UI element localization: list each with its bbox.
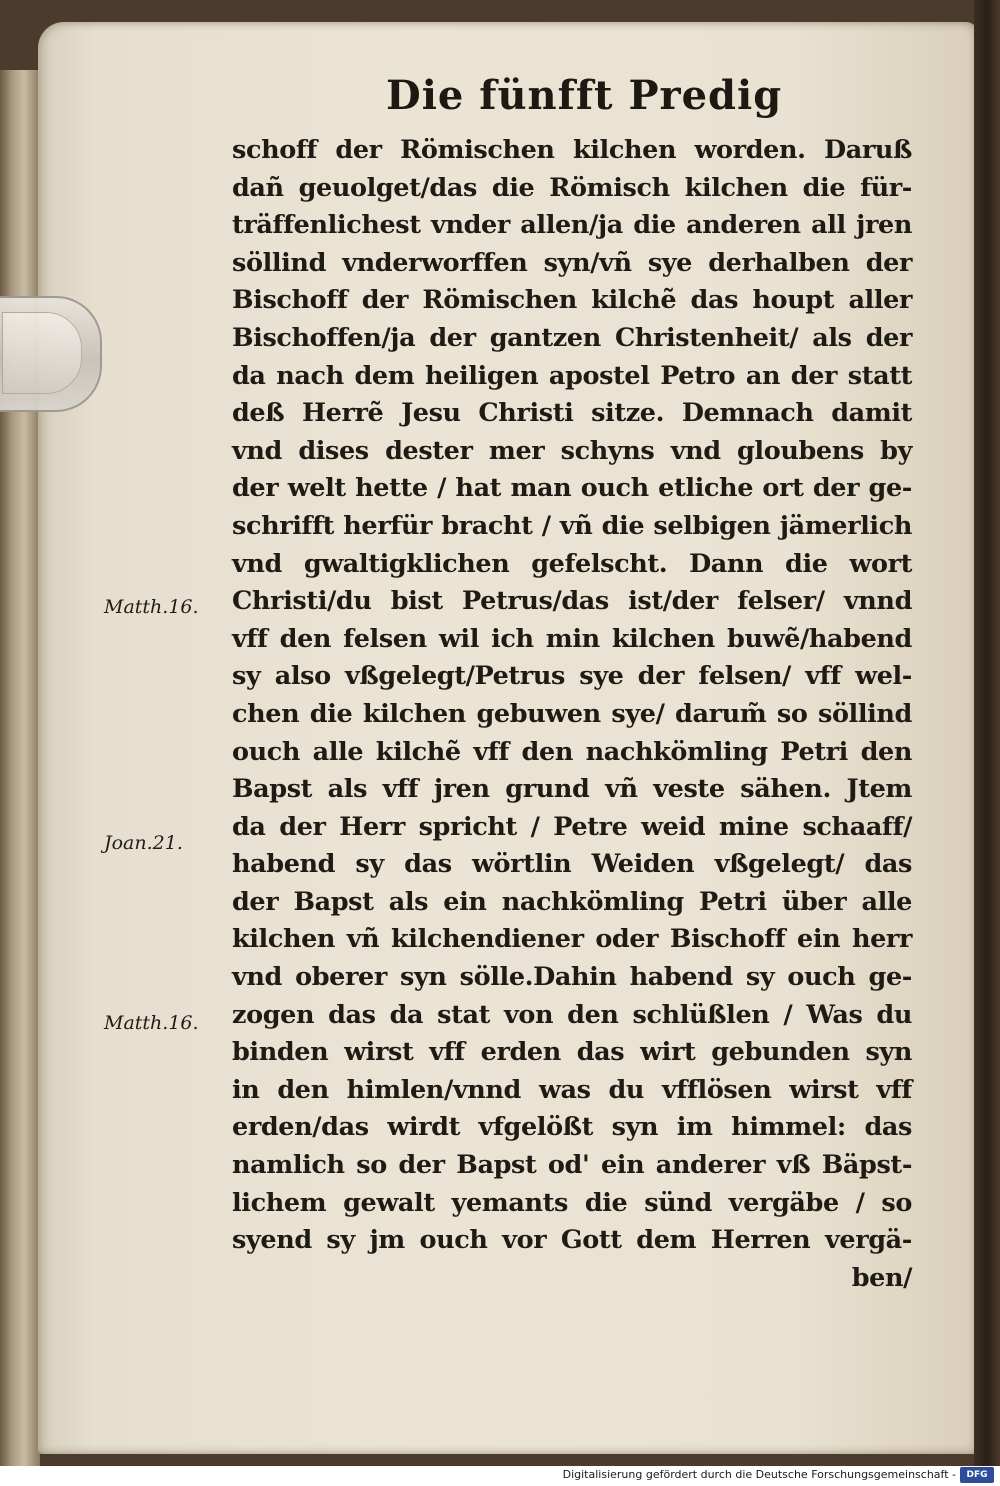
- text-line: syend sy jm ouch vor Gott dem Herren vergä-: [232, 1225, 912, 1256]
- footer-bar: [0, 1466, 1000, 1486]
- text-line: zogen das da stat von den schlüßlen / Was du: [232, 999, 912, 1030]
- book-spine: [974, 0, 1000, 1466]
- text-line: chen die kilchen gebuwen sye/ darum̃ so söllind: [232, 698, 912, 729]
- text-line: schoff der Römischen kilchen worden. Daruß: [232, 135, 912, 165]
- funding-credit: Digitalisierung gefördert durch die Deutsche Forschungsgemeinschaft -: [562, 1468, 956, 1481]
- text-line: vnd dises dester mer schyns vnd gloubens by: [232, 435, 912, 466]
- text-line: lichem gewalt yemants die sünd vergäbe / so: [232, 1187, 912, 1218]
- text-line: vnd gwaltigklichen gefelscht. Dann die wort: [232, 548, 912, 579]
- page-clip-inner: [2, 312, 82, 394]
- text-line: in den himlen/vnnd was du vfflösen wirst vff: [232, 1074, 912, 1105]
- text-line: Bischoffen/ja der gantzen Christenheit/ als der: [232, 322, 912, 353]
- page-clip: [0, 296, 102, 412]
- text-line: der welt hette / hat man ouch etliche ort der ge-: [232, 473, 912, 504]
- text-line: träffenlichest vnder allen/ja die anderen all jren: [232, 210, 912, 241]
- margin-note: Joan.21.: [104, 832, 183, 854]
- text-line: kilchen vñ kilchendiener oder Bischoff ein herr: [232, 924, 912, 955]
- text-line: binden wirst vff erden das wirt gebunden syn: [232, 1037, 912, 1068]
- text-line: habend sy das wörtlin Weiden vßgelegt/ das: [232, 849, 912, 880]
- text-line: dañ geuolget/das die Römisch kilchen die für-: [232, 172, 912, 203]
- text-line: der Bapst als ein nachkömling Petri über alle: [232, 886, 912, 917]
- text-line: da nach dem heiligen apostel Petro an der statt: [232, 360, 912, 391]
- margin-note: Matth.16.: [104, 1012, 199, 1034]
- text-line: sy also vßgelegt/Petrus sye der felsen/ vff wel-: [232, 661, 912, 692]
- dfg-logo-icon[interactable]: DFG: [960, 1467, 994, 1483]
- text-line: Bischoff der Römischen kilchẽ das houpt aller: [232, 285, 912, 316]
- book-page-edges: [0, 70, 40, 1466]
- running-head: Die fünfft Predig: [386, 72, 783, 119]
- text-line: Bapst als vff jren grund vñ veste sähen. Jtem: [232, 774, 912, 805]
- text-line: vnd oberer syn sölle.Dahin habend sy ouch ge-: [232, 962, 912, 993]
- text-line: ouch alle kilchẽ vff den nachkömling Petri den: [232, 736, 912, 767]
- catchword: ben/: [851, 1262, 912, 1293]
- text-line: Christi/du bist Petrus/das ist/der felser/ vnnd: [232, 586, 912, 617]
- text-line: schrifft herfür bracht / vñ die selbigen jämerlich: [232, 510, 912, 541]
- text-line: vff den felsen wil ich min kilchen buwẽ/habend: [232, 623, 912, 654]
- text-line: namlich so der Bapst od' ein anderer vß Bäpst-: [232, 1150, 912, 1181]
- text-line: deß Herrẽ Jesu Christi sitze. Demnach damit: [232, 398, 912, 429]
- text-line: söllind vnderworffen syn/vñ sye derhalben der: [232, 247, 912, 278]
- text-line: da der Herr spricht / Petre weid mine schaaff/: [232, 811, 912, 842]
- text-line: erden/das wirdt vfgelößt syn im himmel: das: [232, 1112, 912, 1143]
- body-text: [232, 132, 912, 1297]
- margin-note: Matth.16.: [104, 596, 199, 618]
